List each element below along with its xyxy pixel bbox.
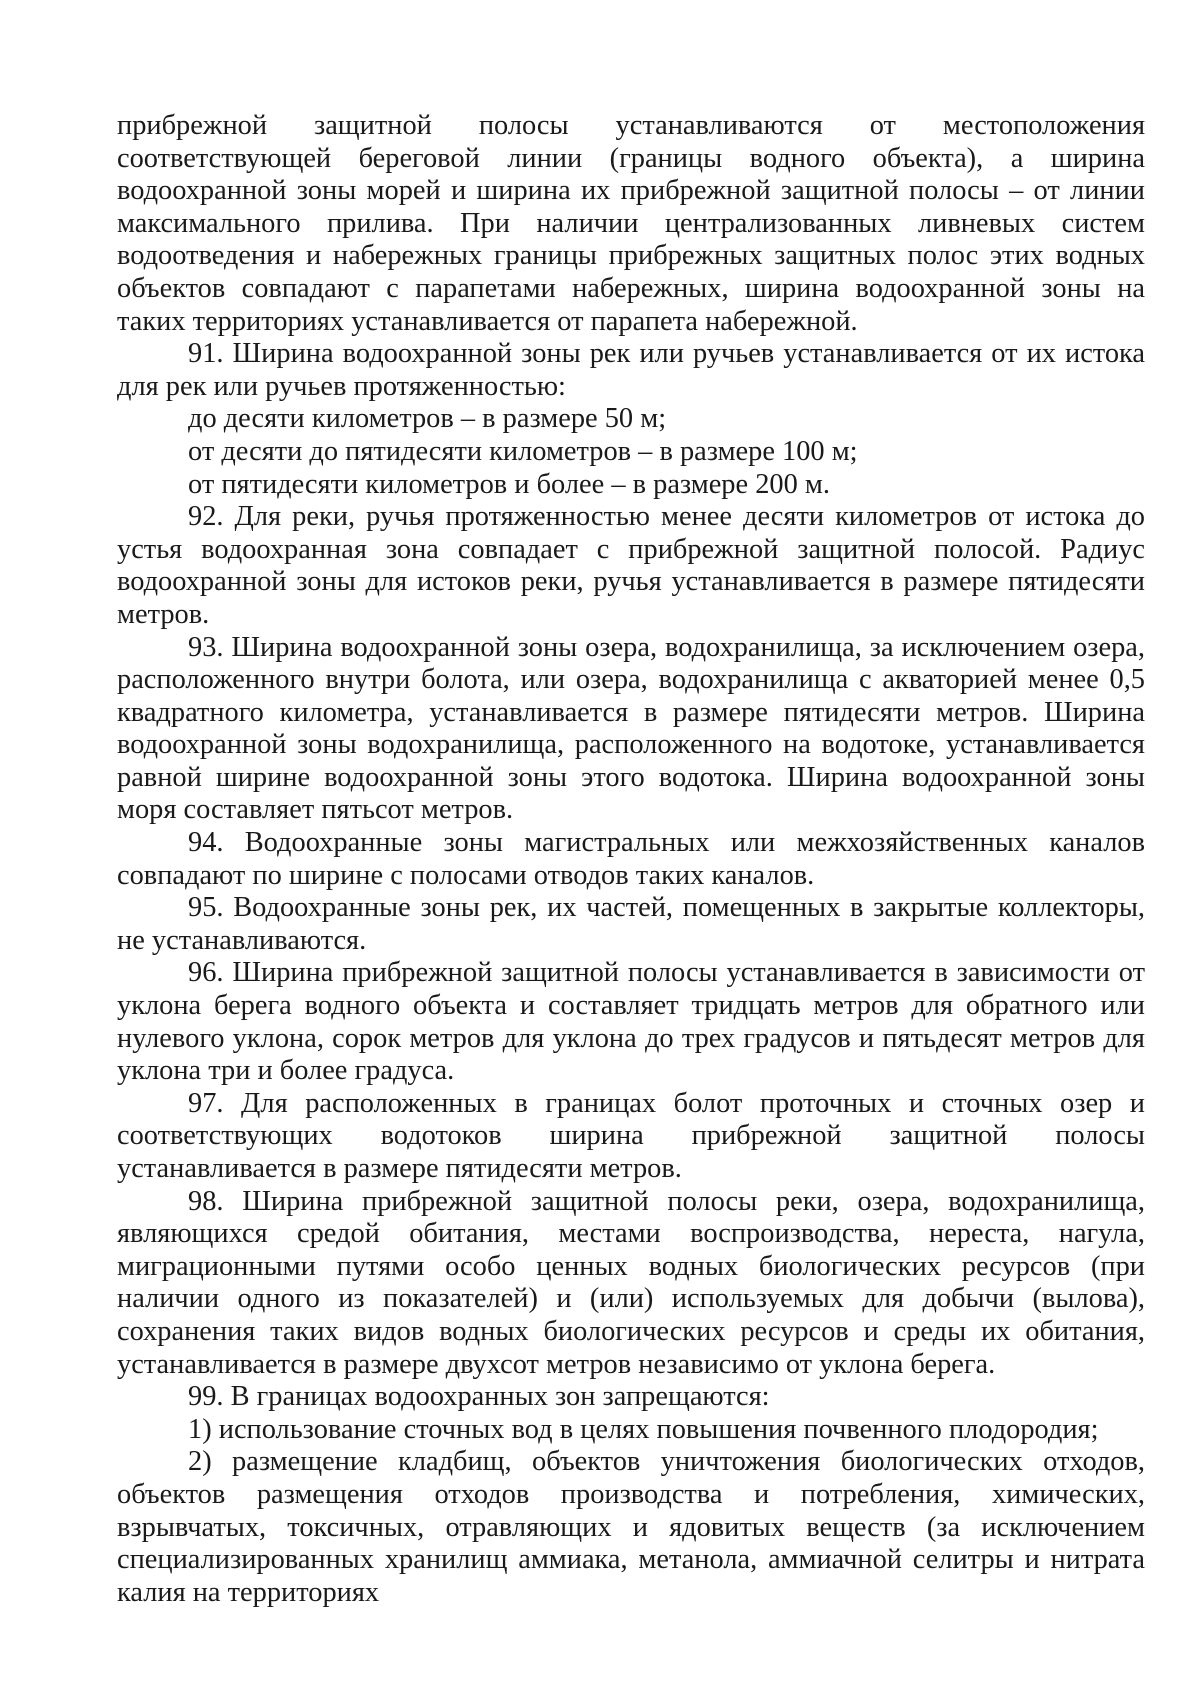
- paragraph-96: 96. Ширина прибрежной защитной полосы устанавливается в зависимости от уклона берега водного объекта и составляет тридцать метров для обратного или нулевого уклона, сорок метров для уклона до трех градусов и пятьдесят метров для уклона три и более градуса.: [117, 957, 1145, 1087]
- paragraph-93: 93. Ширина водоохранной зоны озера, водохранилища, за исключением озера, расположенного внутри болота, или озера, водохранилища с акваторией менее 0,5 квадратного километра, устанавливается в размере пятидесяти метров. Ширина водоохранной зоны водохранилища, расположенного на водотоке, устанавливается равной ширине водоохранной зоны этого водотока. Ширина водоохранной зоны моря составляет пятьсот метров.: [117, 631, 1145, 826]
- paragraph-98: 98. Ширина прибрежной защитной полосы реки, озера, водохранилища, являющихся средой обитания, местами воспроизводства, нереста, нагула, миграционными путями особо ценных водных биологических ресурсов (при наличии одного из показателей) и (или) используемых для добычи (вылова), сохранения таких видов водных биологических ресурсов и среды их обитания, устанавливается в размере двухсот метров независимо от уклона берега.: [117, 1185, 1145, 1380]
- paragraph-99: 99. В границах водоохранных зон запрещаются:: [188, 1381, 770, 1413]
- list-item-over-50km: от пятидесяти километров и более – в размере 200 м.: [188, 468, 830, 500]
- paragraph-95: 95. Водоохранные зоны рек, их частей, помещенных в закрытые коллекторы, не устанавливаются.: [117, 892, 1145, 956]
- paragraph-92: 92. Для реки, ручья протяженностью менее десяти километров от истока до устья водоохранная зона совпадает с прибрежной защитной полосой. Радиус водоохранной зоны для истоков реки, ручья устанавливается в размере пятидесяти метров.: [117, 501, 1145, 630]
- list-item-10-to-50km: от десяти до пятидесяти километров – в размере 100 м;: [188, 435, 858, 467]
- paragraph-91: 91. Ширина водоохранной зоны рек или ручьев устанавливается от их истока для рек или ручьев протяженностью:: [117, 338, 1145, 402]
- document-page: [117, 110, 1145, 1609]
- list-item-2: 2) размещение кладбищ, объектов уничтожения биологических отходов, объектов размещения отходов производства и потребления, химических, взрывчатых, токсичных, отравляющих и ядовитых веществ (за исключением специализированных хранилищ аммиака, метанола, аммиачной селитры и нитрата калия на территориях: [117, 1446, 1145, 1608]
- paragraph-continuation: прибрежной защитной полосы устанавливаются от местоположения соответствующей береговой линии (границы водного объекта), а ширина водоохранной зоны морей и ширина их прибрежной защитной полосы – от линии максимального прилива. При наличии централизованных ливневых систем водоотведения и набережных границы прибрежных защитных полос этих водных объектов совпадают с парапетами набережных, ширина водоохранной зоны на таких территориях устанавливается от парапета набережной.: [117, 110, 1145, 337]
- paragraph-97: 97. Для расположенных в границах болот проточных и сточных озер и соответствующих водотоков ширина прибрежной защитной полосы устанавливается в размере пятидесяти метров.: [117, 1087, 1145, 1184]
- paragraph-94: 94. Водоохранные зоны магистральных или межхозяйственных каналов совпадают по ширине с полосами отводов таких каналов.: [117, 827, 1145, 891]
- list-item-up-to-10km: до десяти километров – в размере 50 м;: [188, 403, 667, 435]
- list-item-1: 1) использование сточных вод в целях повышения почвенного плодородия;: [188, 1413, 1099, 1445]
